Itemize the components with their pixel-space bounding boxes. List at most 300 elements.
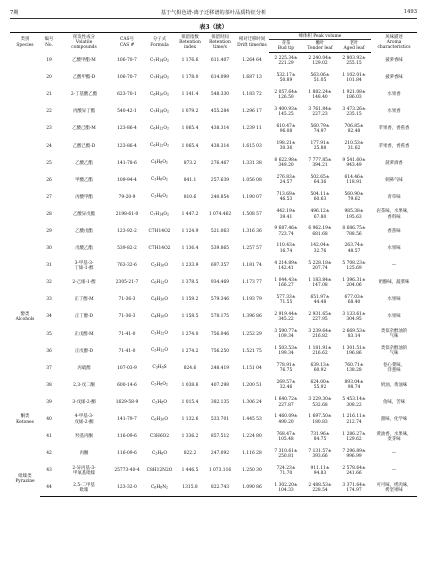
- drift-time: 1.239 11: [242, 126, 262, 132]
- aged-volume: 677.03± 68.40: [344, 294, 364, 305]
- retention-index: 822.2: [183, 451, 197, 457]
- row-no: 33: [46, 297, 52, 303]
- leaf-volume: 142.04± 32.76: [310, 243, 330, 254]
- bud-volume: 1 302.20± 104.33: [269, 479, 303, 496]
- retention-index: 1 446.5: [181, 468, 199, 474]
- cas-number: 109-94-4: [117, 177, 137, 183]
- table-row: [10, 86, 417, 103]
- row-no: 27: [46, 194, 52, 200]
- table-row: [10, 69, 417, 86]
- aroma-description: 黄油香，水果味， 麦芽味: [376, 431, 412, 442]
- row-no: 44: [40, 479, 58, 496]
- cas-number: 106-70-7: [117, 75, 137, 81]
- formula: $C_7H_{14}O_2$: [150, 108, 169, 114]
- aged-volume: 8 686.75± 788.56: [342, 226, 366, 237]
- row-no: 20: [46, 75, 52, 81]
- bud-volume: 577.33± 71.55: [276, 294, 296, 305]
- cas-number: 2198-61-0: [115, 211, 139, 217]
- aged-volume: 3 133.61± 304.95: [342, 311, 366, 323]
- retention-time: 407.298: [210, 382, 230, 388]
- aroma-description: 甜味，化学味: [380, 417, 408, 423]
- bud-volume: 3 400.93± 145.25: [274, 106, 298, 117]
- table-row: [10, 103, 417, 120]
- formula: $C_3H_6O_2$: [151, 194, 168, 200]
- bud-volume: 2 919.44± 345.22: [274, 311, 298, 323]
- drift-time: 1.615 03: [242, 143, 262, 149]
- cas-number: 107-03-9: [117, 365, 137, 371]
- compound-name: 甲酸乙酯: [75, 177, 93, 183]
- bud-volume: 778.91± 76.75: [276, 363, 296, 374]
- aroma-description: 青草味: [387, 194, 401, 200]
- cas-number: 623-70-1: [117, 92, 137, 98]
- aged-volume: 3 473.26± 235.15: [342, 106, 366, 117]
- table-body: [10, 52, 417, 496]
- species-cell: 吡嗪类 Pyrazine: [15, 474, 35, 485]
- retention-index: 1315.8: [175, 479, 205, 496]
- issue-number: 7期: [10, 10, 19, 16]
- retention-index: 1 065.4: [181, 126, 199, 132]
- drift-time: 1.521 75: [242, 348, 262, 354]
- drift-time: 1.257 57: [242, 246, 262, 252]
- aroma-description: 奶酪味，蔬菜味: [378, 280, 410, 286]
- drift-time: 1.173 77: [242, 280, 262, 286]
- compound-name: 乙酸乙酯: [75, 160, 93, 166]
- retention-time: 756.250: [210, 348, 230, 354]
- cas-number: 141-78-6: [117, 160, 137, 166]
- formula: $C_3H_6O$: [152, 450, 167, 456]
- aroma-description: 水果味: [387, 314, 401, 320]
- bud-volume: 3 590.77± 109.34: [274, 328, 298, 340]
- aged-volume: 5 708.23± 125.69: [342, 260, 366, 271]
- drift-time: 1.264 64: [242, 58, 262, 64]
- bud-volume: 768.47± 105.48: [276, 431, 296, 442]
- leaf-volume: 496.12± 67.80: [310, 209, 330, 220]
- retention-time: 539.865: [210, 246, 230, 252]
- aged-volume: 2 803.92± 255.15: [342, 55, 366, 66]
- formula: $C_7H_{14}O_2$: [150, 211, 169, 217]
- formula: $C_4H_{10}O$: [151, 314, 168, 320]
- col-leaf: 嫩叶 Tender leaf: [303, 40, 337, 52]
- cas-number: 71-36-3: [118, 297, 136, 303]
- leaf-volume: 651.97± 44.48: [310, 294, 330, 305]
- drift-time: 1.193 79: [242, 297, 262, 303]
- retention-time: 611.407: [210, 58, 230, 64]
- retention-index: 1 378.5: [181, 280, 199, 286]
- retention-time: 614.099: [210, 75, 230, 81]
- table-row: [10, 189, 417, 206]
- species-cell: [10, 52, 40, 257]
- formula: $C_6H_{12}O_2$: [150, 143, 169, 149]
- retention-index: 1 447.2: [181, 211, 199, 217]
- row-no: 22: [46, 109, 52, 115]
- table-row: [10, 343, 417, 360]
- cas-number: 123-32-0: [110, 479, 144, 496]
- leaf-volume: 624.00± 55.92: [310, 380, 330, 391]
- row-no: 29: [46, 228, 52, 234]
- leaf-volume: 639.13± 60.92: [310, 363, 330, 374]
- cas-number: 600-14-6: [117, 382, 137, 388]
- retention-index: 1 336.2: [181, 434, 199, 440]
- aroma-description: —: [391, 468, 397, 474]
- bud-volume: 1 503.53± 199.34: [274, 346, 298, 357]
- aged-volume: 893.04± 98.74: [344, 380, 364, 391]
- bud-volume: 2 225.34± 221.29: [274, 55, 298, 66]
- aroma-description: 鱼味，苦味: [383, 399, 405, 405]
- col-formula: 分子式 Formula: [144, 33, 175, 53]
- drift-time: 1.250 30: [242, 468, 262, 474]
- leaf-volume: 1 181.91± 216.62: [308, 346, 332, 357]
- row-no: 39: [46, 399, 52, 405]
- drift-time: 1.396 86: [242, 314, 262, 320]
- bud-volume: 4 214.89± 142.41: [274, 260, 298, 271]
- cas-number: 539-82-2: [117, 246, 137, 252]
- table-row: [10, 257, 417, 274]
- formula: C7H14O2: [148, 228, 171, 234]
- aged-volume: 5 453.14± 308.22: [342, 397, 366, 408]
- drift-time: 1.200 51: [242, 382, 262, 388]
- retention-time: 382.135: [210, 399, 230, 405]
- compound-name: 正丁醇-M: [74, 297, 94, 303]
- aroma-description: 苹果香，香蕉香: [378, 143, 410, 149]
- table-title: 表3（续）: [199, 24, 228, 31]
- aged-volume: 760.71± 138.28: [344, 363, 364, 374]
- drift-time: 1.687 13: [242, 75, 262, 81]
- retention-index: 873.2: [183, 160, 197, 166]
- formula: $C_5H_{10}O$: [151, 262, 168, 268]
- compound-name: 乙酸己酯-D: [72, 143, 96, 149]
- aroma-description: 类似杂醇油的 气味: [380, 328, 408, 340]
- retention-time: 579.346: [210, 297, 230, 303]
- bud-volume: 9 687.46± 723.74: [274, 226, 298, 237]
- retention-time: 438.314: [210, 126, 230, 132]
- row-no: 37: [46, 365, 52, 371]
- leaf-volume: 3 239.64± 216.82: [308, 328, 332, 340]
- cas-number: 1629-58-9: [115, 399, 139, 405]
- formula: $C_3H_6O_2$: [151, 177, 168, 183]
- bud-volume: 276.83± 24.57: [276, 175, 296, 186]
- compound-name: 正戊醇-D: [74, 348, 94, 354]
- retention-index: 1 015.4: [181, 399, 199, 405]
- drift-time: 1.224 80: [242, 434, 262, 440]
- running-title: 基于气相色谱-离子迁移谱的茶叶品质特征分析: [160, 10, 267, 16]
- row-no: 32: [46, 280, 52, 286]
- aged-volume: 7 296.89± 996.99: [342, 448, 366, 459]
- leaf-volume: 731.96± 84.75: [310, 431, 330, 442]
- retention-time: 438.314: [210, 143, 230, 149]
- table-row: [10, 52, 417, 69]
- col-bud: 芽茶 Bud tip: [269, 40, 303, 52]
- retention-index: 1 159.2: [181, 297, 199, 303]
- compound-name: 乙酸异戊酯: [73, 211, 95, 217]
- aged-volume: 210.53± 31.62: [344, 140, 364, 152]
- compound-name: 乙酸甲酯-M: [72, 58, 96, 64]
- row-no: 24: [46, 143, 52, 149]
- compound-name: 正丁醇-D: [74, 314, 94, 320]
- retention-time: 276.467: [210, 160, 230, 166]
- bud-volume: 7 310.61± 250.81: [274, 448, 298, 459]
- page-header: [10, 7, 417, 19]
- formula: C3H6O2: [149, 434, 170, 440]
- aroma-description: 可可味，烤肉味， 烤坚果味: [371, 479, 417, 496]
- compound-name: 3-甲基-3- 丁烯-1-醇: [74, 260, 94, 271]
- aged-volume: 2 669.53± 83.14: [342, 328, 366, 340]
- row-no: 41: [46, 434, 52, 440]
- row-no: 25: [46, 160, 52, 166]
- retention-time: 756.046: [210, 331, 230, 337]
- compound-name: 2,3-戊二酮: [73, 382, 95, 388]
- compound-name: 丙硫醇: [77, 365, 91, 371]
- drift-time: 1.331 38: [242, 160, 262, 166]
- retention-time: 822.743: [205, 479, 235, 496]
- leaf-volume: 563.06± 51.05: [310, 72, 330, 83]
- cas-number: 141-79-7: [117, 417, 137, 423]
- bud-volume: 8 622.98± 349.20: [274, 158, 298, 169]
- row-no: 36: [46, 348, 52, 354]
- leaf-volume: 7 131.57± 393.66: [308, 448, 332, 459]
- col-compound: 挥发性成分 Volatile compounds: [58, 33, 110, 53]
- retention-index: 1 038.6: [181, 382, 199, 388]
- retention-index: 824.6: [183, 365, 197, 371]
- cas-number: 763-32-6: [117, 263, 137, 269]
- cas-number: 106-70-7: [117, 58, 137, 64]
- row-no: 34: [46, 314, 52, 320]
- leaf-volume: 5 228.18± 207.74: [308, 260, 332, 271]
- table-row: [10, 377, 417, 394]
- leaf-volume: 911.11± 94.83: [310, 465, 330, 476]
- retention-index: 1 079.2: [181, 109, 199, 115]
- aroma-description: 水果香: [387, 109, 401, 115]
- retention-time: 533.701: [210, 417, 230, 423]
- leaf-volume: 1 697.50± 180.83: [308, 414, 332, 425]
- leaf-volume: 504.11± 60.63: [310, 192, 330, 203]
- retention-index: 810.6: [183, 194, 197, 200]
- formula: C8H12N2O: [146, 468, 173, 474]
- formula: $C_5H_{12}O$: [151, 331, 168, 337]
- bud-volume: 1 640.72± 227.87: [274, 397, 298, 408]
- species-cell: 醇类 Alcohols: [15, 311, 35, 323]
- aged-volume: 560.90± 79.62: [344, 192, 364, 203]
- drift-time: 1.090 86: [235, 479, 269, 496]
- table-row: [10, 411, 417, 428]
- retention-time: 934.469: [210, 280, 230, 286]
- leaf-volume: 2 240.04± 129.02: [308, 55, 332, 66]
- bud-volume: 1 460.09± 490.20: [274, 414, 298, 425]
- col-dt: 相对迁移时间 Drift time/ms: [235, 33, 269, 53]
- col-aroma: 风味描述 Aroma characteristics: [371, 33, 417, 53]
- aroma-description: 水果味: [387, 246, 401, 252]
- compound-name: 4-甲基-3- 戊烯-2-酮: [74, 414, 94, 425]
- aroma-description: 香蕉味: [387, 228, 401, 234]
- formula: $C_6H_{12}O$: [151, 279, 168, 285]
- row-no: 28: [46, 211, 52, 217]
- aged-volume: 3 371.64± 174.97: [337, 479, 371, 496]
- formula: $C_6H_8N_2$: [144, 479, 175, 496]
- cas-number: 71-41-0: [118, 348, 136, 354]
- retention-index: 1 136.4: [181, 246, 199, 252]
- col-species: 类别 Species: [10, 33, 40, 53]
- bud-volume: 198.21± 30.36: [276, 140, 296, 152]
- cas-number: 123-86-4: [117, 143, 137, 149]
- compound-name: 戊酸乙酯: [75, 246, 93, 252]
- aroma-description: 岩茶味，水果味， 香料味: [376, 209, 412, 220]
- drift-time: 1.056 08: [242, 177, 262, 183]
- drift-time: 1.316 36: [242, 228, 262, 234]
- leaf-volume: 3 761.84± 227.23: [308, 106, 332, 117]
- drift-time: 1.445 53: [242, 417, 262, 423]
- retention-time: 548.330: [210, 92, 230, 98]
- cas-number: 71-36-3: [118, 314, 136, 320]
- retention-time: 240.854: [210, 194, 230, 200]
- drift-time: 1.190 07: [242, 194, 262, 200]
- formula: $C_5H_{12}O$: [151, 348, 168, 354]
- drift-time: 1.296 17: [242, 109, 262, 115]
- row-no: 26: [46, 177, 52, 183]
- retention-index: 1 233.9: [181, 263, 199, 269]
- leaf-volume: 1 882.24± 148.40: [308, 89, 332, 100]
- retention-index: 1 124.9: [181, 228, 199, 234]
- aroma-description: 苹果香，香蕉香: [378, 126, 410, 132]
- drift-time: 1.181 74: [242, 263, 262, 269]
- retention-time: 857.512: [210, 434, 230, 440]
- cas-number: 25773-40-4: [114, 468, 140, 474]
- cas-number: 123-86-4: [117, 126, 137, 132]
- col-aged: 老叶 Aged leaf: [337, 40, 371, 52]
- retention-index: 1 176.6: [181, 58, 199, 64]
- aged-volume: 9 541.60± 943.49: [342, 158, 366, 169]
- retention-time: 248.419: [210, 365, 230, 371]
- formula: $C_5H_8O$: [152, 399, 167, 405]
- bud-volume: 724.23± 71.70: [276, 465, 296, 476]
- cas-number: 2305-21-7: [115, 280, 139, 286]
- table-row: [10, 326, 417, 343]
- retention-time: 697.357: [210, 263, 230, 269]
- drift-time: 1.151 04: [242, 365, 262, 371]
- retention-index: 1 132.6: [181, 417, 199, 423]
- species-cell: 酮类 Ketones: [16, 414, 34, 425]
- bud-volume: 110.43± 16.74: [276, 243, 296, 254]
- cas-number: 79-20-9: [118, 194, 136, 200]
- table-row: [10, 120, 417, 137]
- table-row: [10, 274, 417, 291]
- compound-name: 乙酸甲酯-D: [72, 75, 96, 81]
- drift-time: 1.116 28: [242, 451, 262, 457]
- col-rt: 保留时间 Retention time/s: [205, 33, 235, 53]
- retention-index: 1 065.4: [181, 143, 199, 149]
- retention-index: 1 178.0: [181, 75, 199, 81]
- aged-volume: 706.85± 82.48: [344, 123, 364, 135]
- retention-time: 521.063: [210, 228, 230, 234]
- leaf-volume: 7 777.85± 394.21: [308, 158, 332, 169]
- row-no: 38: [46, 382, 52, 388]
- aroma-description: 披萝香味: [385, 75, 403, 81]
- row-no: 42: [46, 451, 52, 457]
- aged-volume: 2 578.64± 241.66: [342, 465, 366, 476]
- compound-name: 羟基丙酮: [75, 434, 93, 440]
- leaf-volume: 3 229.30± 532.68: [308, 397, 332, 408]
- row-no: 35: [46, 331, 52, 337]
- compound-name: 乙酸戊酯: [75, 228, 93, 234]
- row-no: 21: [46, 92, 52, 98]
- cas-number: 123-92-2: [117, 228, 137, 234]
- volatile-compounds-table: [10, 32, 417, 497]
- table-row: [10, 240, 417, 257]
- col-peak-volume: 峰体积 Peak volume: [269, 33, 371, 40]
- table-row: [10, 291, 417, 308]
- compound-name: 2-己烯-1-醇: [72, 280, 96, 286]
- formula: $C_5H_8O_2$: [151, 382, 168, 388]
- table-row: [10, 360, 417, 377]
- formula: $C_4H_8O_2$: [151, 160, 168, 166]
- bud-volume: 442.19± 39.41: [276, 209, 296, 220]
- aged-volume: 614.46± 118.91: [344, 175, 364, 186]
- retention-index: 1 274.2: [181, 348, 199, 354]
- compound-name: 正戊醇-M: [74, 331, 94, 337]
- aroma-description: 水果味: [387, 297, 401, 303]
- retention-index: 1 158.5: [181, 314, 199, 320]
- aroma-description: —: [391, 263, 397, 269]
- aroma-description: 披萝香味: [385, 58, 403, 64]
- aroma-description: 奶油，黄油味: [380, 382, 408, 388]
- aroma-description: 菠萝酒香: [385, 160, 403, 166]
- formula: $C_6H_{10}O_2$: [150, 91, 169, 97]
- table-row: [10, 172, 417, 189]
- col-no: 编号 No.: [40, 33, 58, 53]
- leaf-volume: 560.79± 74.97: [310, 123, 330, 135]
- retention-time: 578.175: [210, 314, 230, 320]
- col-cas: CAS号 CAS #: [110, 33, 144, 53]
- row-no: 43: [46, 468, 52, 474]
- row-no: 23: [46, 126, 52, 132]
- row-no: 19: [46, 58, 52, 64]
- leaf-volume: 502.65± 64.36: [310, 175, 330, 186]
- bud-volume: 610.47± 96.08: [276, 123, 296, 135]
- drift-time: 1.183 72: [242, 92, 262, 98]
- drift-time: 1.252 29: [242, 331, 262, 337]
- retention-time: 1 074.462: [208, 211, 232, 217]
- aroma-description: 卷心菜味， 洋葱味: [383, 363, 405, 374]
- table-row: [10, 462, 417, 479]
- formula: C7H14O2: [148, 246, 171, 252]
- retention-time: 257.639: [210, 177, 230, 183]
- cas-number: 540-42-1: [117, 109, 137, 115]
- bud-volume: 1 044.43± 166.27: [274, 277, 298, 288]
- aged-volume: 1 921.08± 186.03: [342, 89, 366, 100]
- aroma-description: 刺鼻气味: [385, 177, 403, 183]
- aroma-description: —: [391, 451, 397, 457]
- page-number: 1493: [403, 9, 417, 15]
- compound-name: 2-异丙基-3- 甲氧基吡嗪: [72, 465, 96, 476]
- retention-index: 1 141.4: [181, 92, 199, 98]
- leaf-volume: 177.91± 25.88: [310, 140, 330, 152]
- table-row: [10, 223, 417, 240]
- leaf-volume: 2 488.53± 228.54: [303, 479, 337, 496]
- aged-volume: 1 286.27± 129.62: [342, 431, 366, 442]
- compound-name: 丙酸甲酯: [75, 194, 93, 200]
- table-row: [10, 155, 417, 172]
- drift-time: 1.508 57: [242, 211, 262, 217]
- compound-name: 2,5-二甲基 吡嗪: [58, 479, 110, 496]
- formula: $C_4H_{10}O$: [151, 297, 168, 303]
- row-no: 31: [46, 263, 52, 269]
- bud-volume: 269.57± 32.46: [276, 380, 296, 391]
- bud-volume: 532.17± 50.89: [276, 72, 296, 83]
- aroma-description: 水果香: [387, 92, 401, 98]
- compound-name: 丙酮: [79, 451, 89, 457]
- retention-time: 247.092: [210, 451, 230, 457]
- formula: $C_6H_{12}O_2$: [150, 126, 169, 132]
- table-row: [10, 445, 417, 462]
- retention-index: 1 274.0: [181, 331, 199, 337]
